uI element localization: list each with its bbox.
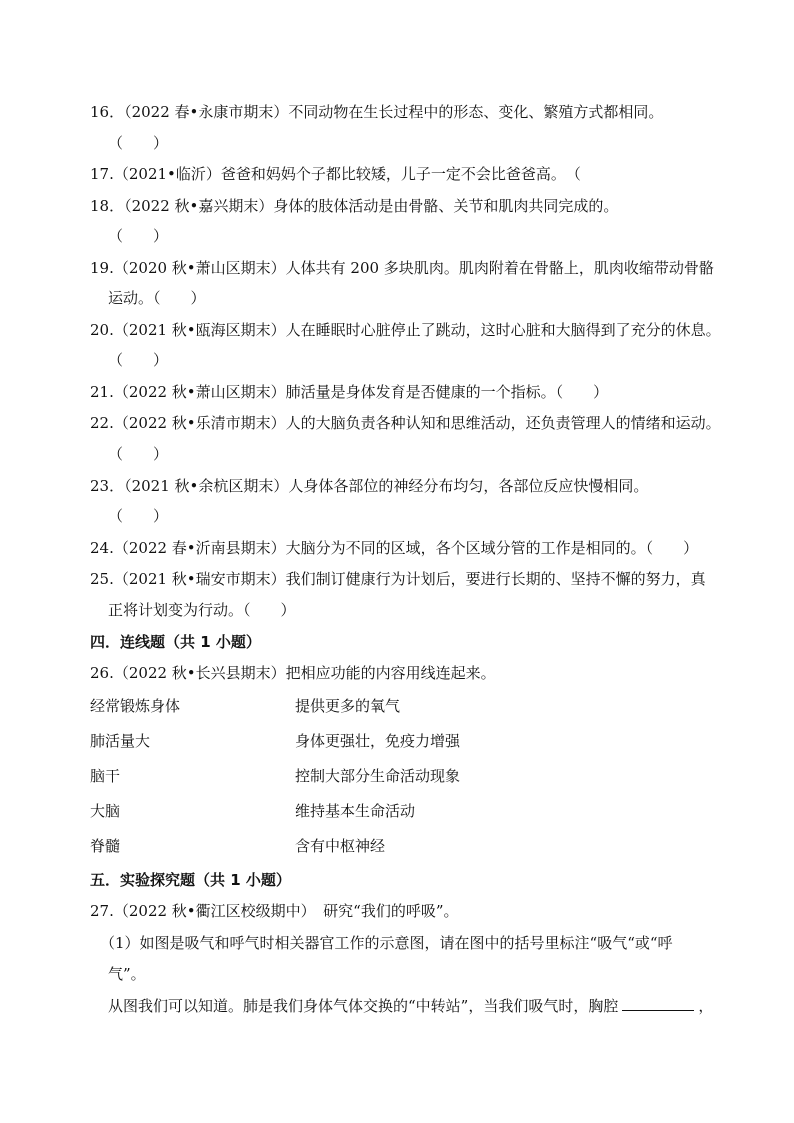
question-19: 19.（2020 秋•萧山区期末）人体共有 200 多块肌肉。肌肉附着在骨骼上，肌肉收缩带动骨骼 [90, 259, 714, 277]
question-17: 17.（2021•临沂）爸爸和妈妈个子都比较矮，儿子一定不会比爸爸高。 （ [90, 165, 581, 183]
answer-bracket-20: （ ） [108, 351, 169, 369]
question-26: 26.（2022 秋•长兴县期末）把相应功能的内容用线连起来。 [90, 664, 496, 682]
question-27-fill-line [108, 996, 713, 1016]
answer-bracket-18: （ ） [108, 227, 169, 245]
fill-line-text: 从图我们可以知道。肺是我们身体气体交换的“中转站”，当我们吸气时，胸腔 [108, 997, 619, 1015]
answer-bracket-22: （ ） [108, 445, 169, 463]
question-23: 23．（2021 秋•余杭区期末）人身体各部位的神经分布均匀，各部位反应快慢相同。 [90, 477, 649, 495]
match-left-item: 脊髓 [90, 837, 121, 855]
section-5-heading: 五．实验探究题（共 1 小题） [90, 871, 291, 889]
match-right-item: 身体更强壮，免疫力增强 [295, 732, 461, 750]
answer-bracket-16: （ ） [108, 134, 169, 152]
answer-bracket-23: （ ） [108, 507, 169, 525]
question-24: 24.（2022 春•沂南县期末）大脑分为不同的区域，各个区域分管的工作是相同的。（ ） [90, 539, 699, 557]
question-16: 16．（2022 春•永康市期末）不同动物在生长过程中的形态、变化、繁殖方式都相同。 [90, 103, 664, 121]
question-27: 27.（2022 秋•衢江区校级期中） 研究“我们的呼吸”。 [90, 902, 459, 920]
match-right-item: 含有中枢神经 [295, 837, 386, 855]
question-21: 21.（2022 秋•萧山区期末）肺活量是身体发育是否健康的一个指标。（ ） [90, 383, 609, 401]
question-27-part-1-continued: 气”。 [108, 965, 146, 983]
match-right-item: 提供更多的氧气 [295, 697, 401, 715]
match-left-item: 大脑 [90, 802, 121, 820]
question-19-continued: 运动。（ ） [108, 289, 206, 307]
match-right-item: 控制大部分生命活动现象 [295, 767, 461, 785]
question-22: 22.（2022 秋•乐清市期末）人的大脑负责各种认知和思维活动，还负责管理人的情绪和运动。 [90, 414, 721, 432]
answer-blank[interactable] [622, 996, 694, 1011]
question-27-part-1: （1）如图是吸气和呼气时相关器官工作的示意图，请在图中的括号里标注“吸气“或“呼 [100, 934, 673, 952]
section-4-heading: 四．连线题（共 1 小题） [90, 633, 261, 651]
question-18: 18．（2022 秋•嘉兴期末）身体的肢体活动是由骨骼、关节和肌肉共同完成的。 [90, 197, 619, 215]
match-left-item: 脑干 [90, 767, 121, 785]
question-25-continued: 正将计划变为行动。（ ） [108, 601, 296, 619]
match-right-item: 维持基本生命活动 [295, 802, 416, 820]
match-left-item: 肺活量大 [90, 732, 151, 750]
match-left-item: 经常锻炼身体 [90, 697, 181, 715]
question-25: 25.（2021 秋•瑞安市期末）我们制订健康行为计划后，要进行长期的、坚持不懈的努力，真 [90, 570, 706, 588]
fill-line-comma: ， [698, 997, 714, 1015]
question-20: 20.（2021 秋•瓯海区期末）人在睡眠时心脏停止了跳动，这时心脏和大脑得到了充分的休息。 [90, 321, 721, 339]
